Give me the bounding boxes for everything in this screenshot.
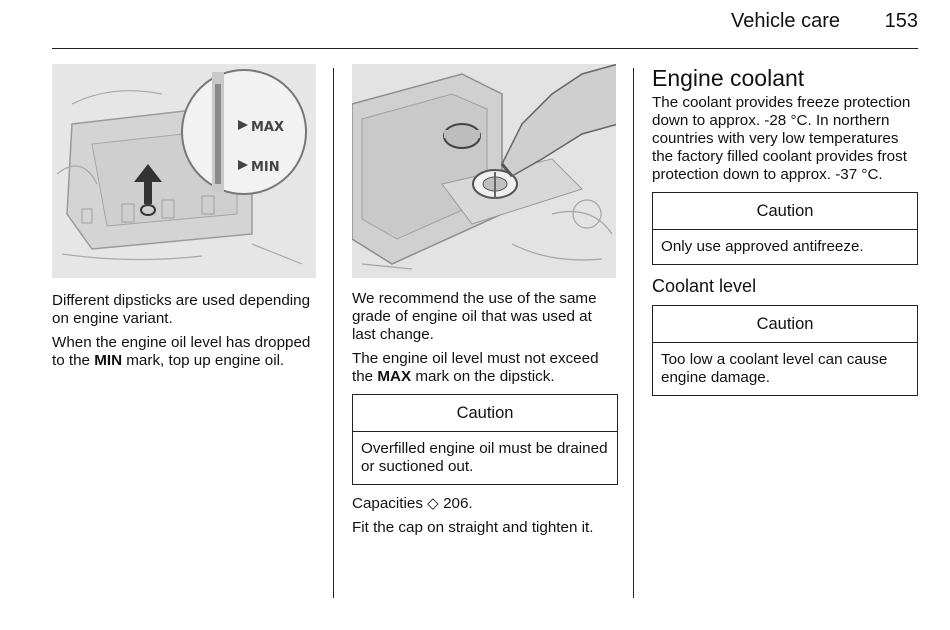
- caution-title: Caution: [653, 193, 917, 230]
- column-divider: [633, 68, 634, 598]
- caution-text: Only use approved antifreeze.: [661, 238, 864, 255]
- dipstick-illustration: [52, 64, 316, 278]
- min-label: MIN: [251, 160, 280, 175]
- column-2: [352, 64, 618, 537]
- max-label: MAX: [251, 120, 285, 135]
- column-3: [652, 64, 918, 396]
- paragraph: Different dipsticks are used depending on engine variant.: [52, 292, 311, 327]
- subsection-heading: Coolant level: [652, 276, 757, 296]
- engine-oil-cap-drawing: [352, 64, 616, 278]
- caution-text: Too low a coolant level can cause engine damage.: [661, 351, 888, 386]
- page-number: 153: [884, 10, 918, 32]
- section-title: Vehicle care: [731, 10, 840, 32]
- paragraph: The coolant provides freeze protection down to approx. -28 °C. In northern countries with very low temperatures the factory filled coolant provides frost protection down to approx. -37 °C.: [652, 94, 911, 183]
- paragraph: Fit the cap on straight and tighten it.: [352, 519, 594, 536]
- column-1: [52, 64, 316, 370]
- column-divider: [333, 68, 334, 598]
- paragraph: When the engine oil level has dropped to the MIN mark, top up engine oil.: [52, 334, 311, 369]
- capacities-reference: Capacities ◇ 206.: [352, 495, 473, 512]
- engine-dipstick-drawing: [52, 64, 316, 278]
- page-reference-icon: ◇: [427, 495, 439, 512]
- paragraph: We recommend the use of the same grade of engine oil that was used at last change.: [352, 290, 597, 343]
- section-heading: Engine coolant: [652, 65, 805, 91]
- paragraph: The engine oil level must not exceed the MAX mark on the dipstick.: [352, 350, 599, 385]
- caution-box: [652, 305, 918, 396]
- caution-title: Caution: [353, 395, 617, 432]
- oil-filling-illustration: [352, 64, 616, 278]
- caution-box: [352, 394, 618, 485]
- caution-box: [652, 192, 918, 265]
- caution-title: Caution: [653, 306, 917, 343]
- page-header: [52, 6, 918, 49]
- caution-text: Overfilled engine oil must be drained or suctioned out.: [361, 440, 608, 475]
